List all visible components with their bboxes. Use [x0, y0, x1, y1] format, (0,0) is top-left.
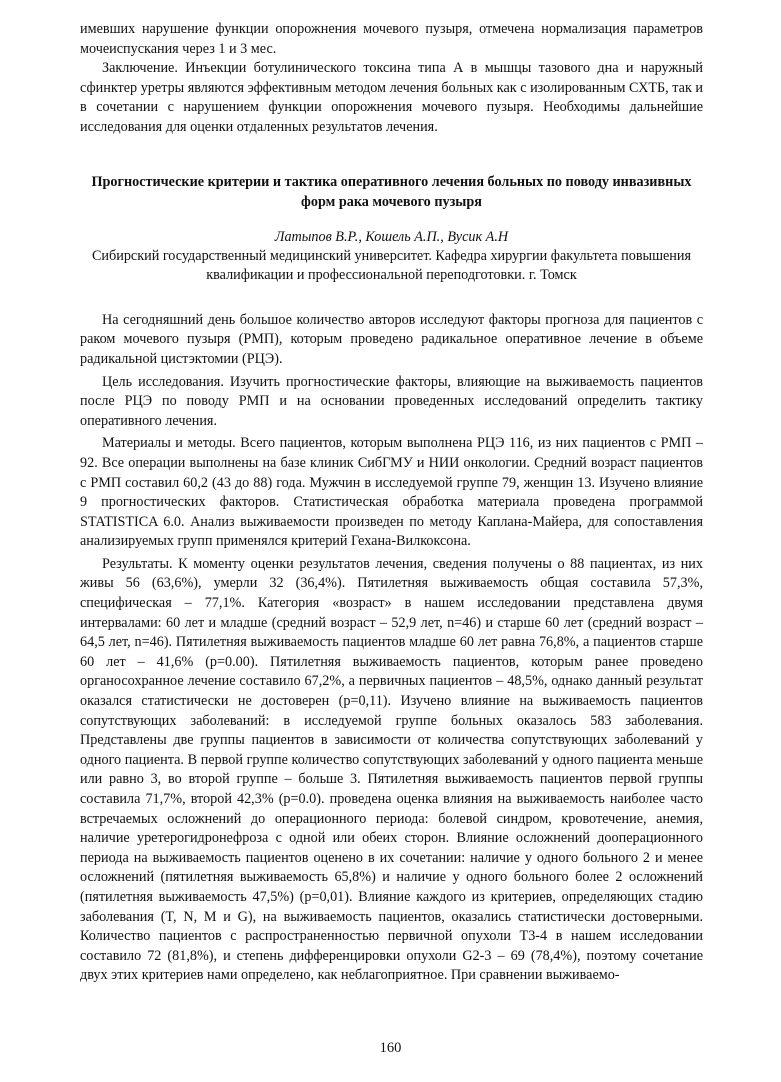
previous-article-continuation: имевших нарушение функции опорожнения мочевого пузыря, отмечена нормализация параметров мочеиспускания через 1 и 3 мес.: [80, 21, 703, 57]
paragraph-aim: Цель исследования. Изучить прогностические факторы, влияющие на выживаемость пациентов после РЦЭ по поводу РМП и на основании проведенных исследований определить тактику оперативного лечения.: [80, 373, 703, 429]
article-authors: Латыпов В.Р., Кошель А.П., Вусик А.Н: [274, 228, 509, 245]
paragraph-intro: На сегодняшний день большое количество авторов исследуют факторы прогноза для пациентов с раком мочевого пузыря (РМП), которым проведено радикальное оперативное лечение в объеме радикальной цистэктомии (РЦЭ).: [80, 311, 703, 367]
previous-article-conclusion: Заключение. Инъекции ботулинического токсина типа А в мышцы тазового дна и наружный сфинктер уретры являются эффективным методом лечения больных как с изолированным СХТБ, так и в сочетании с нарушением функции опорожнения мочевого пузыря. Необходимы дальнейшие исследования для оценки отдаленных результатов лечения.: [80, 60, 703, 135]
article-title: Прогностические критерии и тактика оперативного лечения больных по поводу инвазивных форм рака мочевого пузыря: [91, 173, 692, 210]
article-affiliation: Сибирский государственный медицинский университет. Кафедра хирургии факультета повышения квалификации и профессиональной переподготовки. г. Томск: [91, 247, 692, 284]
previous-article-ending: [80, 20, 703, 138]
paragraph-methods: Материалы и методы. Всего пациентов, которым выполнена РЦЭ 116, из них пациентов с РМП – 92. Все операции выполнены на базе клиник СибГМУ и НИИ онкологии. Средний возраст пациентов с РМП составил 60,2 (43 до 88) года. Мужчин в исследуемой группе 79, женщин 13. Изучено влияние 9 прогностических факторов. Статистическая обработка материала проведена программой STATISTICA 6.0. Анализ выживаемости произведен по методу Каплана-Майера, для сопоставления анализируемых групп применялся критерий Гехана-Вилкоксона.: [80, 435, 703, 550]
paragraph-results: Результаты. К моменту оценки результатов лечения, сведения получены о 88 пациентах, из них живы 56 (63,6%), умерли 32 (36,4%). Пятилетняя выживаемость общая составила 57,3%, специфическая – 77,1%. Категория «возраст» в нашем исследовании представлена двумя интервалами: 60 лет и младше (средний возраст – 52,9 лет, n=46) и старше 60 лет (средний возраст – 64,5 лет, n=46). Пятилетняя выживаемость пациентов младше 60 лет равна 76,8%, а пациентов старше 60 лет – 41,6% (p=0.00). Пятилетняя выживаемость пациентов, которым ранее проведено органосохранное лечение составило 67,2%, а первичных пациентов – 48,5%, однако данный результат оказался статистически не достоверен (p=0,11). Изучено влияние на выживаемость пациентов сопутствующих заболеваний: в исследуемой группе больных оказалось 583 заболевания. Представлены две группы пациентов в зависимости от количества сопутствующих заболеваний у одного пациента. В первой группе количество сопутствующих заболеваний у одного пациента меньше или равно 3, во второй группе – больше 3. Пятилетняя выживаемость пациентов первой группы составила 71,7%, второй 42,3% (p=0.0). проведена оценка влияния на выживаемость наиболее часто встречаемых осложнений до операционного периода: болевой синдром, кровотечение, анемия, наличие уретерогидронефроза с одной или обеих сторон. Влияние осложнений дооперационного периода на выживаемость пациентов оценено в их сочетании: наличие у одного больного 2 и менее осложнений (пятилетняя выживаемость 65,8%) и наличие у одного больного более 2 осложнений (пятилетняя выживаемость 47,5%) (p=0,01). Влияние каждого из критериев, определяющих стадию заболевания (T, N, M и G), на выживаемость пациентов, оказались статистически достоверными. Количество пациентов с распространенностью первичной опухоли T3-4 в нашем исследовании составило 72 (81,8%), и степень дифференцировки опухоли G2-3 – 69 (78,4%), поэтому сочетание двух этих критериев нами определено, как неблагоприятное. При сравнении выживаемо-: [80, 555, 703, 984]
article-body: [80, 311, 703, 986]
page-number: 160: [379, 1040, 402, 1056]
